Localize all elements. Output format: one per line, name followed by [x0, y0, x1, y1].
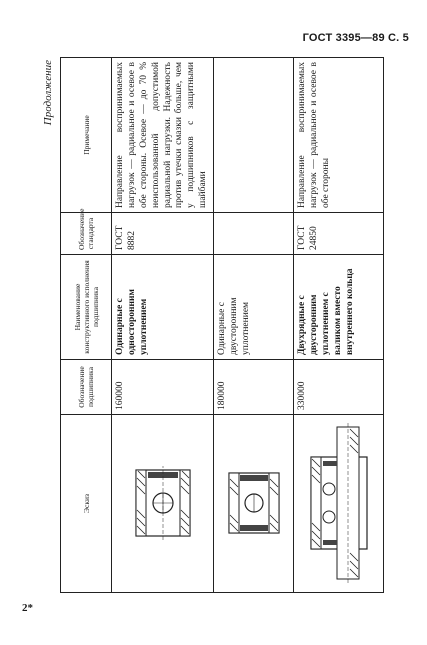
bearing-sketch-two-seals	[224, 468, 284, 540]
sketch-cell	[294, 415, 384, 593]
name-cell: Двухрядные с двусторонним уплотнением с валиком вместо внутреннего кольца	[294, 255, 384, 360]
table-row	[294, 58, 384, 593]
page-footer-mark: 2*	[22, 602, 33, 614]
bearing-table	[60, 57, 384, 593]
table-row	[214, 58, 294, 593]
col-header-sketch: Эскиз	[61, 415, 112, 593]
note-cell: Направление воспринимаемых нагрузок — радиальное и осевое в обе стороны. Осевое — до 70 % неиспользованной допустимой радиальной нагрузки. Надежность против утечки смазки больше, чем у подшипников с защитными шайбами	[112, 58, 214, 213]
designation-cell: 330000	[294, 360, 384, 415]
standard-cell	[214, 213, 294, 255]
note-cell	[214, 58, 294, 213]
page-header: ГОСТ 3395—89 С. 5	[302, 32, 409, 44]
continuation-label: Продолжение	[42, 60, 54, 126]
sketch-cell	[112, 415, 214, 593]
rotated-table-area	[42, 58, 372, 593]
designation-cell: 180000	[214, 360, 294, 415]
table-row	[112, 58, 214, 593]
col-header-designation: Обозначение подшипника	[61, 360, 112, 415]
col-header-name: Наименование конструктивного исполнения подшипника	[61, 255, 112, 360]
designation-cell: 160000	[112, 360, 214, 415]
standard-cell: ГОСТ 8882	[112, 213, 214, 255]
bearing-sketch-double-row	[303, 424, 375, 584]
name-cell: Одинарные с двусторонним уплотнением	[214, 255, 294, 360]
sketch-cell	[214, 415, 294, 593]
name-cell: Одинарные с односторонним уплотнением	[112, 255, 214, 360]
col-header-note: Примечание	[61, 58, 112, 213]
col-header-standard: Обозначение стандарта	[61, 213, 112, 255]
standard-cell: ГОСТ 24850	[294, 213, 384, 255]
note-cell: Направление воспринимаемых нагрузок — радиальное и осевое в обе стороны	[294, 58, 384, 213]
rotated-table-content	[42, 58, 372, 593]
table-header-row	[61, 58, 112, 593]
bearing-sketch-one-seal	[130, 465, 196, 543]
